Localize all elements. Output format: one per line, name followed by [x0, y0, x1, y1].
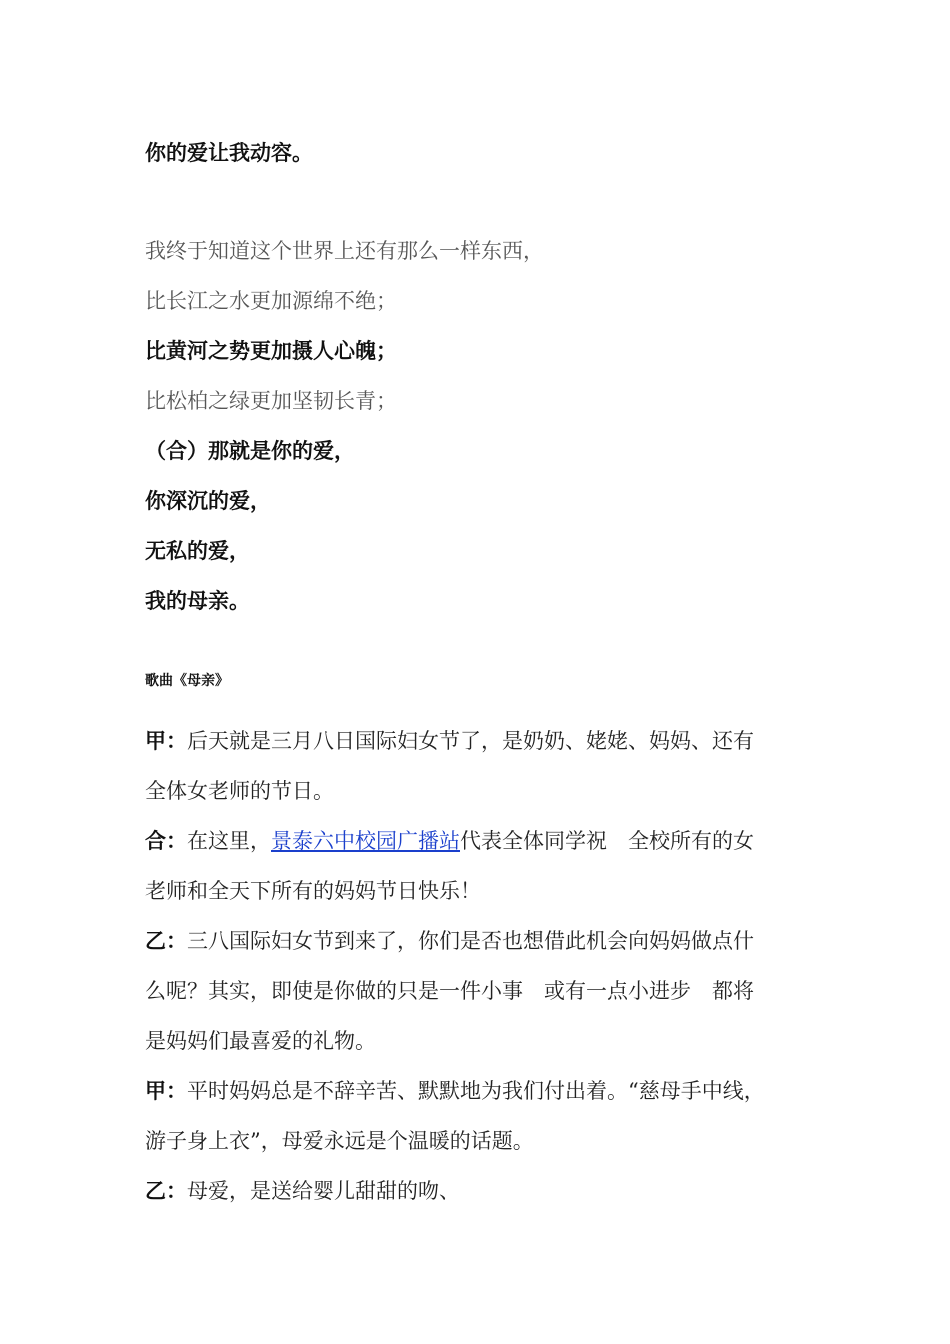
dialogue-text: 后天就是三月八日国际妇女节了，是奶奶、姥姥、妈妈、还有	[187, 729, 754, 753]
poem-line: 你深沉的爱，	[145, 488, 271, 513]
speaker-label: 乙：	[145, 928, 187, 953]
dialogue-line	[145, 1176, 825, 1206]
poem-line: （合）那就是你的爱，	[145, 438, 355, 463]
poem-line: 我终于知道这个世界上还有那么一样东西，	[145, 239, 544, 263]
speaker-label: 合：	[145, 828, 187, 853]
dialogue-line: 么呢？其实，即使是你做的只是一件小事 或有一点小进步 都将	[145, 979, 754, 1003]
dialogue-text: 母爱，是送给婴儿甜甜的吻、	[187, 1179, 460, 1203]
dialogue-text: 代表全体同学祝 全校所有的女	[460, 829, 754, 853]
speaker-label: 乙：	[145, 1178, 187, 1203]
poem-line: 比松柏之绿更加坚韧长青；	[145, 389, 397, 413]
poem-line: 无私的爱，	[145, 538, 250, 563]
dialogue-line	[145, 726, 825, 756]
radio-station-link[interactable]: 景泰六中校园广播站	[271, 829, 460, 853]
poem-line: 比黄河之势更加摄人心魄；	[145, 338, 397, 363]
dialogue-line: 全体女老师的节日。	[145, 779, 334, 803]
speaker-label: 甲：	[145, 1078, 187, 1103]
dialogue-line: 是妈妈们最喜爱的礼物。	[145, 1029, 376, 1053]
poem-line: 我的母亲。	[145, 588, 250, 613]
dialogue-text: 平时妈妈总是不辞辛苦、默默地为我们付出着。“慈母手中线，	[187, 1079, 765, 1103]
dialogue-text: 三八国际妇女节到来了，你们是否也想借此机会向妈妈做点什	[187, 929, 754, 953]
dialogue-line: 游子身上衣”，母爱永远是个温暖的话题。	[145, 1129, 534, 1153]
dialogue-text: 在这里，	[187, 829, 271, 853]
speaker-label: 甲：	[145, 728, 187, 753]
poem-line: 比长江之水更加源绵不绝；	[145, 289, 397, 313]
dialogue-line: 老师和全天下所有的妈妈节日快乐！	[145, 879, 481, 903]
dialogue-line	[145, 826, 825, 856]
dialogue-line	[145, 1076, 825, 1106]
poem-line: 你的爱让我动容。	[145, 140, 313, 165]
dialogue-line	[145, 926, 825, 956]
song-title: 歌曲《母亲》	[145, 673, 229, 689]
